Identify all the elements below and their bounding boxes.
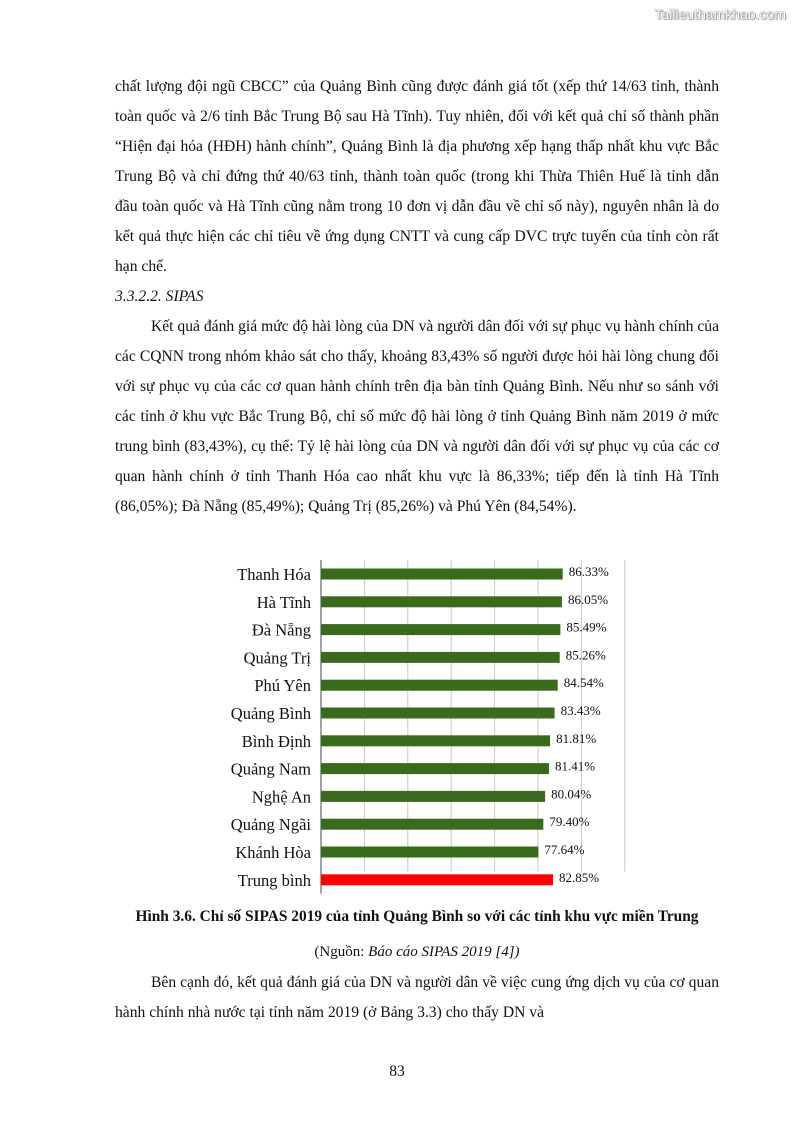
bar [321, 791, 545, 802]
data-label: 81.81% [556, 730, 597, 746]
bar [321, 874, 553, 885]
data-label: 86.05% [567, 591, 609, 607]
category-label: Hà Tĩnh [256, 592, 311, 612]
category-label: Trung bình [237, 870, 311, 890]
bar [321, 569, 563, 580]
category-label: Quảng Trị [243, 648, 311, 668]
data-label: 86.33% [568, 564, 609, 579]
category-label: Quảng Ngãi [230, 815, 311, 835]
figure-source-ref: Báo cáo SIPAS 2019 [4]) [368, 944, 520, 960]
category-label: Thanh Hóa [237, 565, 311, 584]
category-label: Bình Định [241, 731, 311, 751]
bar [321, 763, 549, 774]
tail-text [115, 968, 719, 1028]
bar [321, 819, 543, 830]
data-label: 81.41% [554, 758, 596, 774]
bar [321, 624, 560, 635]
paragraph-2: Kết quả đánh giá mức độ hài lòng của DN và người dân đối với sự phục vụ hành chính của các CQNN trong nhóm khảo sát cho thấy, khoảng 83,43% số người được hỏi hài lòng chung đối với sự phục vụ của các cơ quan hành chính trên địa bàn tỉnh Quảng Bình. Nếu như so sánh với các tỉnh ở khu vực Bắc Trung Bộ, chỉ số mức độ hài lòng ở tỉnh Quảng Bình năm 2019 ở mức trung bình (83,43%), cụ thể: Tỷ lệ hài lòng của DN và người dân đối với sự phục vụ của các cơ quan hành chính ở tỉnh Thanh Hóa cao nhất khu vực là 86,33%; tiếp đến là tỉnh Hà Tĩnh (86,05%); Đà Nẵng (85,49%); Quảng Trị (85,26%) và Phú Yên (84,54%). [115, 318, 719, 515]
category-label: Đà Nẵng [251, 620, 311, 640]
bar [321, 596, 562, 607]
figure-caption: Hình 3.6. Chỉ số SIPAS 2019 của tỉnh Quảng Bình so với các tỉnh khu vực miền Trung [135, 908, 699, 925]
paragraph-3: Bên cạnh đó, kết quả đánh giá của DN và người dân về việc cung ứng dịch vụ của cơ quan hành chính nhà nước tại tỉnh năm 2019 (ở Bảng 3.3) cho thấy DN và [115, 974, 719, 1021]
bar [321, 847, 538, 858]
document-body [115, 72, 719, 522]
data-label: 84.54% [563, 675, 604, 691]
page-number: 83 [389, 1063, 405, 1080]
figure-source-prefix: (Nguồn: [314, 944, 369, 960]
category-label: Quảng Bình [230, 704, 311, 723]
category-label: Nghệ An [251, 787, 311, 807]
bar [321, 680, 558, 691]
section-heading: 3.3.2.2. SIPAS [115, 288, 204, 305]
bar [321, 652, 560, 663]
category-label: Khánh Hòa [235, 843, 311, 862]
data-label: 82.85% [558, 869, 600, 885]
data-label: 85.49% [566, 619, 607, 635]
sipas-chart [115, 558, 719, 898]
sipas-bar-chart [115, 558, 719, 898]
category-label: Phú Yên [254, 676, 311, 696]
data-label: 79.40% [549, 814, 590, 830]
paragraph-1: chất lượng đội ngũ CBCC” của Quảng Bình cũng được đánh giá tốt (xếp thứ 14/63 tỉnh, thành toàn quốc và 2/6 tỉnh Bắc Trung Bộ sau Hà Tĩnh). Tuy nhiên, đối với kết quả chỉ số thành phần “Hiện đại hóa (HĐH) hành chính”, Quảng Bình là địa phương xếp hạng thấp nhất khu vực Bắc Trung Bộ và chỉ đứng thứ 40/63 tỉnh, thành toàn quốc (trong khi Thừa Thiên Huế là tỉnh dẫn đầu toàn quốc và Hà Tĩnh cũng nằm trong 10 đơn vị dẫn đầu về chỉ số này), nguyên nhân là do kết quả thực hiện các chỉ tiêu về ứng dụng CNTT và cung cấp DVC trực tuyến của tỉnh còn rất hạn chế. [115, 78, 719, 275]
data-label: 77.64% [544, 842, 585, 857]
watermark: Tailieuthamkhao.com [654, 6, 786, 22]
bar [321, 735, 550, 746]
data-label: 85.26% [565, 647, 606, 663]
figure-source [115, 944, 719, 961]
data-label: 83.43% [560, 703, 601, 718]
bar [321, 708, 555, 719]
category-label: Quảng Nam [230, 759, 311, 779]
data-label: 80.04% [551, 786, 592, 802]
